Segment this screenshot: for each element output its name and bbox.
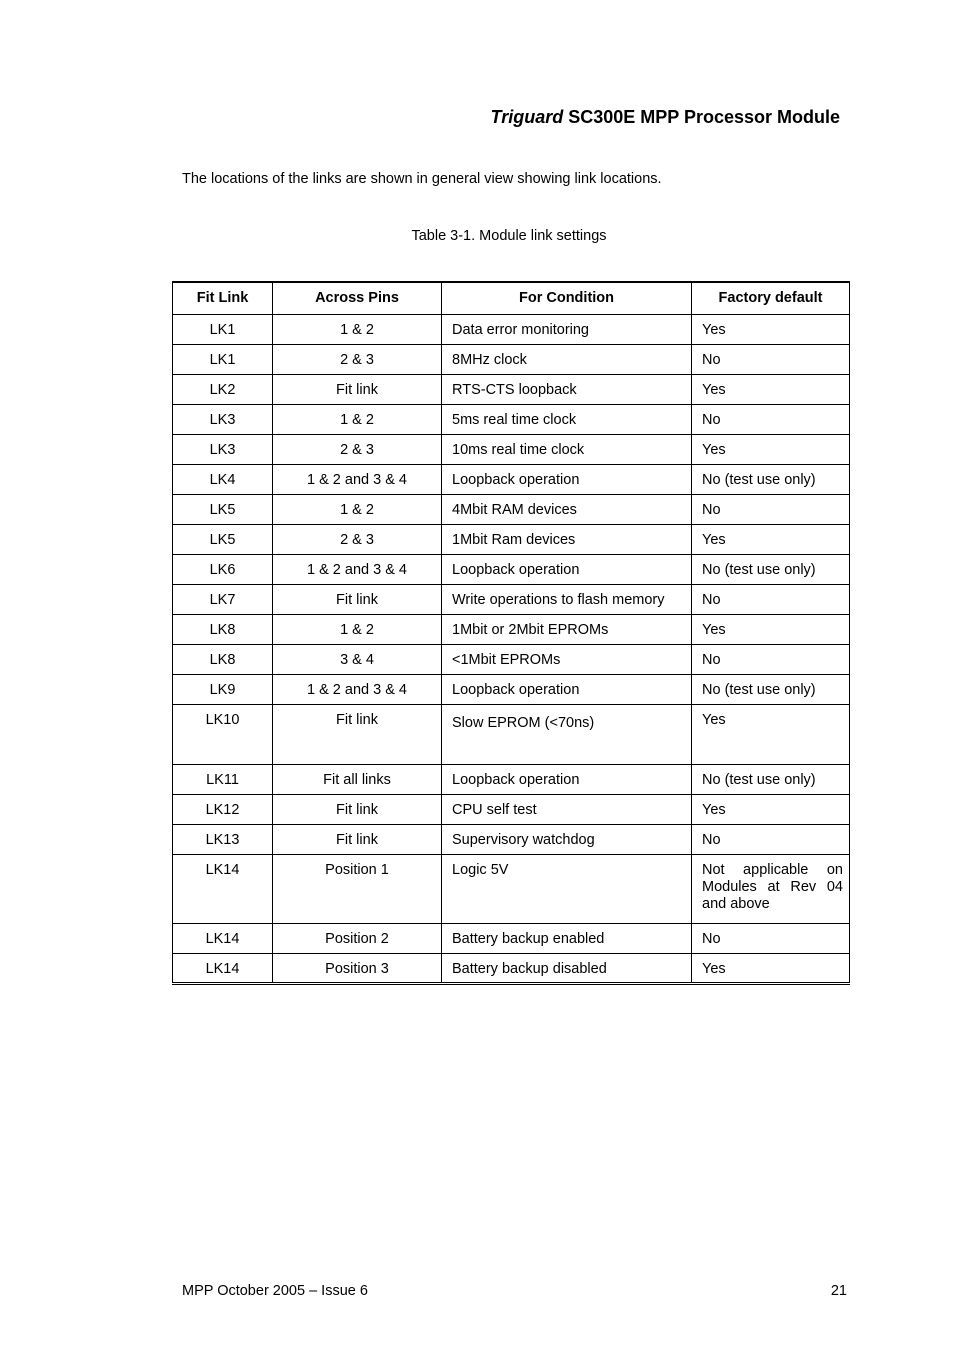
cell-across-pins: 1 & 2 and 3 & 4 <box>273 674 442 704</box>
cell-factory-default: No <box>692 824 850 854</box>
table-row <box>173 494 850 524</box>
cell-for-condition: Data error monitoring <box>442 314 692 344</box>
cell-fit-link: LK4 <box>173 464 273 494</box>
cell-across-pins: Fit link <box>273 824 442 854</box>
cell-fit-link: LK3 <box>173 434 273 464</box>
table-row <box>173 434 850 464</box>
table-row <box>173 644 850 674</box>
cell-factory-default: Not applicable on Modules at Rev 04 and above <box>692 854 850 923</box>
table-caption: Table 3-1. Module link settings <box>411 228 607 244</box>
cell-for-condition: CPU self test <box>442 794 692 824</box>
cell-for-condition: RTS-CTS loopback <box>442 374 692 404</box>
cell-fit-link: LK12 <box>173 794 273 824</box>
cell-for-condition: Loopback operation <box>442 464 692 494</box>
cell-for-condition: Loopback operation <box>442 674 692 704</box>
cell-factory-default: Yes <box>692 953 850 983</box>
column-header-for-condition: For Condition <box>442 282 692 314</box>
table-row <box>173 314 850 344</box>
table-row <box>173 923 850 953</box>
table-row <box>173 854 850 923</box>
cell-factory-default: Yes <box>692 794 850 824</box>
table-row <box>173 614 850 644</box>
cell-across-pins: Position 1 <box>273 854 442 923</box>
table-row <box>173 824 850 854</box>
cell-across-pins: Fit all links <box>273 764 442 794</box>
cell-fit-link: LK10 <box>173 704 273 764</box>
cell-across-pins: 3 & 4 <box>273 644 442 674</box>
cell-fit-link: LK13 <box>173 824 273 854</box>
table-body <box>173 314 850 983</box>
column-header-fit-link: Fit Link <box>173 282 273 314</box>
cell-factory-default: No <box>692 404 850 434</box>
table-row <box>173 953 850 983</box>
footer-issue: MPP October 2005 – Issue 6 <box>182 1283 368 1299</box>
cell-across-pins: 1 & 2 <box>273 494 442 524</box>
cell-fit-link: LK9 <box>173 674 273 704</box>
cell-for-condition: Write operations to flash memory <box>442 584 692 614</box>
table-row <box>173 404 850 434</box>
page-number: 21 <box>830 1283 847 1299</box>
cell-across-pins: Position 2 <box>273 923 442 953</box>
cell-fit-link: LK14 <box>173 923 273 953</box>
table-row <box>173 764 850 794</box>
link-settings-table <box>172 281 850 985</box>
cell-for-condition: 10ms real time clock <box>442 434 692 464</box>
table-row <box>173 584 850 614</box>
cell-fit-link: LK11 <box>173 764 273 794</box>
cell-factory-default: Yes <box>692 314 850 344</box>
cell-for-condition: 5ms real time clock <box>442 404 692 434</box>
cell-factory-default: No <box>692 584 850 614</box>
cell-for-condition: Loopback operation <box>442 554 692 584</box>
cell-for-condition: Loopback operation <box>442 764 692 794</box>
cell-across-pins: 1 & 2 <box>273 314 442 344</box>
table-row <box>173 524 850 554</box>
cell-factory-default: Yes <box>692 704 850 764</box>
cell-across-pins: Fit link <box>273 584 442 614</box>
cell-across-pins: 1 & 2 and 3 & 4 <box>273 554 442 584</box>
cell-for-condition: <1Mbit EPROMs <box>442 644 692 674</box>
page-header <box>491 107 840 128</box>
table-row <box>173 794 850 824</box>
cell-across-pins: 2 & 3 <box>273 434 442 464</box>
cell-fit-link: LK3 <box>173 404 273 434</box>
table-row <box>173 464 850 494</box>
cell-fit-link: LK14 <box>173 953 273 983</box>
cell-across-pins: 1 & 2 <box>273 614 442 644</box>
cell-factory-default: No <box>692 494 850 524</box>
cell-across-pins: Fit link <box>273 374 442 404</box>
cell-fit-link: LK5 <box>173 524 273 554</box>
table-row <box>173 674 850 704</box>
table-header-row <box>173 282 850 314</box>
cell-across-pins: 2 & 3 <box>273 524 442 554</box>
cell-fit-link: LK8 <box>173 644 273 674</box>
header-product-name: Triguard <box>490 107 564 127</box>
cell-for-condition: 4Mbit RAM devices <box>442 494 692 524</box>
cell-factory-default: Yes <box>692 374 850 404</box>
cell-across-pins: Fit link <box>273 704 442 764</box>
cell-for-condition: Slow EPROM (<70ns) <box>442 704 692 764</box>
cell-factory-default: No <box>692 344 850 374</box>
cell-fit-link: LK1 <box>173 314 273 344</box>
cell-fit-link: LK2 <box>173 374 273 404</box>
cell-factory-default: No <box>692 923 850 953</box>
cell-fit-link: LK7 <box>173 584 273 614</box>
cell-factory-default: No (test use only) <box>692 464 850 494</box>
cell-factory-default: No (test use only) <box>692 764 850 794</box>
cell-factory-default: No (test use only) <box>692 554 850 584</box>
cell-for-condition: 1Mbit or 2Mbit EPROMs <box>442 614 692 644</box>
cell-for-condition: Battery backup disabled <box>442 953 692 983</box>
cell-for-condition: Supervisory watchdog <box>442 824 692 854</box>
cell-across-pins: Fit link <box>273 794 442 824</box>
table-row <box>173 704 850 764</box>
intro-paragraph: The locations of the links are shown in general view showing link locations. <box>182 171 662 187</box>
cell-factory-default: Yes <box>692 524 850 554</box>
cell-across-pins: 1 & 2 <box>273 404 442 434</box>
column-header-factory-default: Factory default <box>692 282 850 314</box>
cell-fit-link: LK5 <box>173 494 273 524</box>
cell-for-condition: Battery backup enabled <box>442 923 692 953</box>
cell-for-condition: 8MHz clock <box>442 344 692 374</box>
cell-fit-link: LK8 <box>173 614 273 644</box>
table-row <box>173 344 850 374</box>
cell-factory-default: Yes <box>692 434 850 464</box>
cell-across-pins: 1 & 2 and 3 & 4 <box>273 464 442 494</box>
table-row <box>173 554 850 584</box>
cell-across-pins: 2 & 3 <box>273 344 442 374</box>
table-row <box>173 374 850 404</box>
cell-for-condition: 1Mbit Ram devices <box>442 524 692 554</box>
cell-across-pins: Position 3 <box>273 953 442 983</box>
cell-factory-default: Yes <box>692 614 850 644</box>
cell-fit-link: LK1 <box>173 344 273 374</box>
header-title: SC300E MPP Processor Module <box>563 107 840 127</box>
cell-fit-link: LK14 <box>173 854 273 923</box>
column-header-across-pins: Across Pins <box>273 282 442 314</box>
cell-factory-default: No <box>692 644 850 674</box>
cell-factory-default: No (test use only) <box>692 674 850 704</box>
cell-for-condition: Logic 5V <box>442 854 692 923</box>
cell-fit-link: LK6 <box>173 554 273 584</box>
